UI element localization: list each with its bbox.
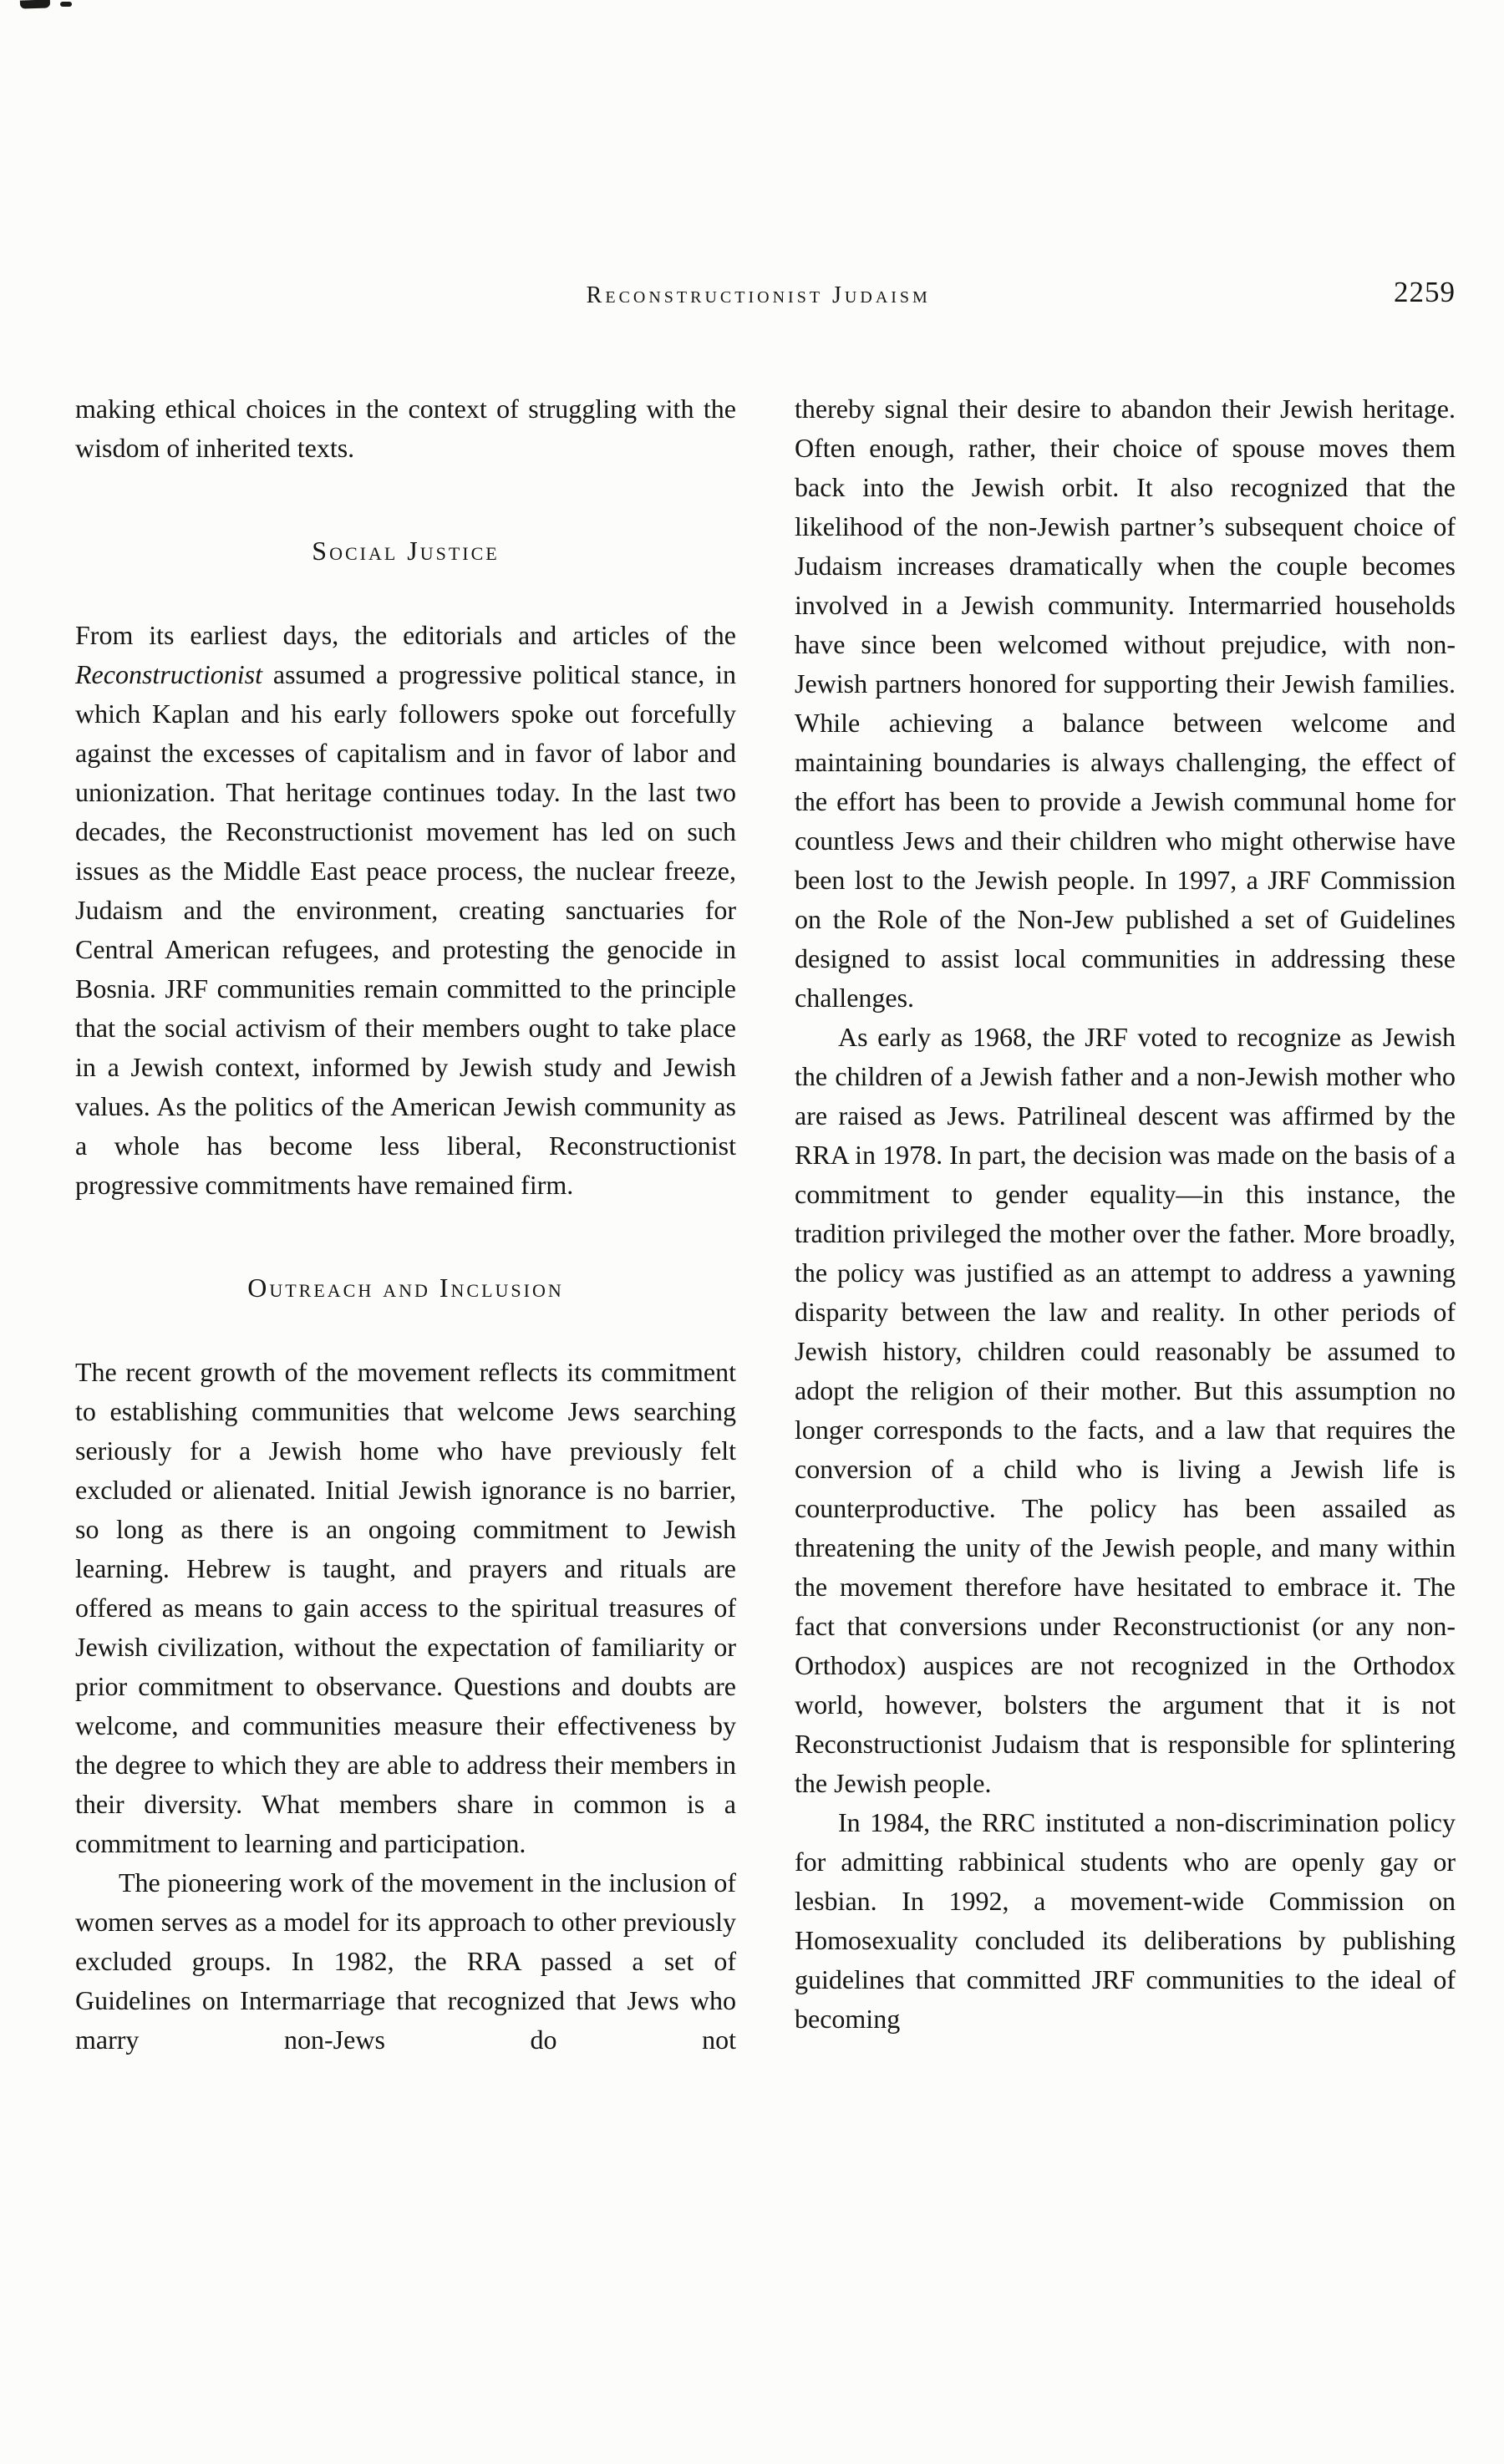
paragraph xyxy=(75,616,736,1205)
paragraph: As early as 1968, the JRF voted to recognize as Jewish the children of a Jewish father and a non-Jewish mother who are raised as Jews. Patrilineal descent was affirmed by the RRA in 1978. In part, the decision was made on the basis of a commitment to gender equality—in this instance, the tradition privileged the mother over the father. More broadly, the policy was justified as an attempt to address a yawning disparity between the law and reality. In other periods of Jewish history, children could reasonably be assumed to adopt the religion of their mother. But this assumption no longer corresponds to the facts, and a law that requires the conversion of a child who is living a Jewish life is counterproductive. The policy has been assailed as threatening the unity of the Jewish people, and many within the movement therefore have hesitated to embrace it. The fact that conversions under Reconstructionist (or any non-Orthodox) auspices are not recognized in the Orthodox world, however, bolsters the argument that it is not Reconstructionist Judaism that is responsible for splintering the Jewish people. xyxy=(795,1022,1456,1798)
paragraph-continuation: thereby signal their desire to abandon their Jewish heritage. Often enough, rather, their choice of spouse moves them back into the Jewish orbit. It also recognized that the likelihood of the non-Jewish partner’s subsequent choice of Judaism increases dramatically when the couple becomes involved in a Jewish community. Intermarried households have since been welcomed without prejudice, with non-Jewish partners honored for supporting their Jewish families. While achieving a balance between welcome and maintaining boundaries is always challenging, the effect of the effort has been to provide a Jewish communal home for countless Jews and their children who might otherwise have been lost to the Jewish people. In 1997, a JRF Commission on the Role of the Non-Jew published a set of Guidelines designed to assist local communities in addressing these challenges. xyxy=(795,394,1456,1013)
page-number: 2259 xyxy=(1394,276,1456,308)
paragraph: The pioneering work of the movement in the inclusion of women serves as a model for its approach to other previously excluded groups. In 1982, the RRA passed a set of Guidelines on Intermarriage that recognized that Jews who marry non-Jews do not xyxy=(75,1867,736,2055)
page-header xyxy=(75,276,1456,312)
section-heading-outreach-and-inclusion: Outreach and Inclusion xyxy=(247,1273,564,1303)
right-column xyxy=(795,389,1456,2060)
paragraph-continuation: making ethical choices in the context of struggling with the wisdom of inherited texts. xyxy=(75,394,736,463)
paragraph: The recent growth of the movement reflects its commitment to establishing communities that welcome Jews searching seriously for a Jewish home who have previously felt excluded or alienated. Initial Jewish ignorance is no barrier, so long as there is an ongoing commitment to Jewish learning. Hebrew is taught, and prayers and rituals are offered as means to gain access to the spiritual treasures of Jewish civilization, without the expectation of familiarity or prior commitment to observance. Questions and doubts are welcome, and communities measure their effectiveness by the degree to which they are able to address their members in their diversity. What members share in common is a commitment to learning and participation. xyxy=(75,1357,736,1858)
paragraph-text: From its earliest days, the editorials and articles of the xyxy=(75,620,736,650)
running-head-title: Reconstructionist Judaism xyxy=(586,282,931,308)
paragraph: In 1984, the RRC instituted a non-discrimination policy for admitting rabbinical students who are openly gay or lesbian. In 1992, a movement-wide Commission on Homosexuality concluded its deliberations by publishing guidelines that committed JRF communities to the ideal of becoming xyxy=(795,1807,1456,2034)
left-column xyxy=(75,389,736,2060)
section-heading-social-justice: Social Justice xyxy=(312,536,500,566)
text-columns xyxy=(75,389,1456,2060)
paragraph-text: assumed a progressive political stance, in which Kaplan and his early followers spoke out forcefully against the excesses of capitalism and in favor of labor and unionization. That heritage continues today. In the last two decades, the Reconstructionist movement has led on such issues as the Middle East peace process, the nuclear freeze, Judaism and the environment, creating sanctuaries for Central American refugees, and protesting the genocide in Bosnia. JRF communities remain committed to the principle that the social activism of their members ought to take place in a Jewish context, informed by Jewish study and Jewish values. As the politics of the American Jewish community as a whole has become less liberal, Reconstructionist progressive commitments have remained firm. xyxy=(75,659,736,1200)
journal-title-italic: Reconstructionist xyxy=(75,659,262,689)
